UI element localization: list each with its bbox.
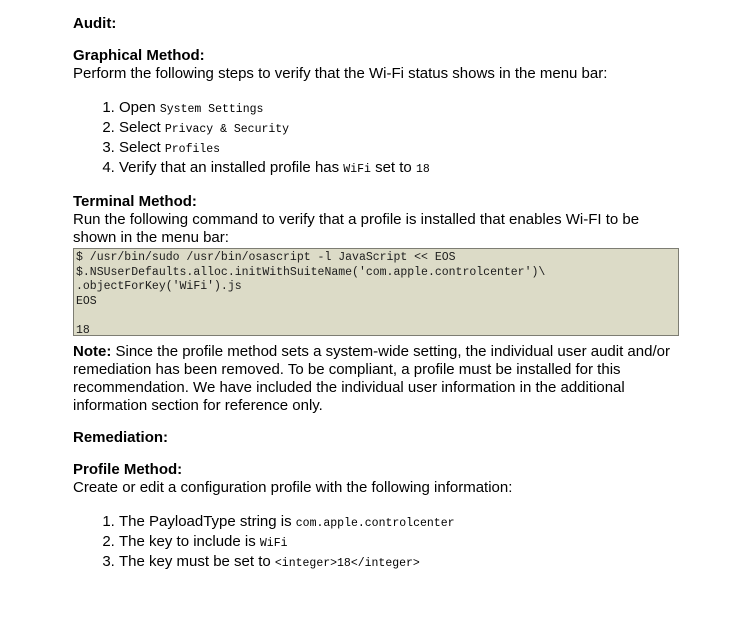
terminal-intro-line-2: shown in the menu bar:: [73, 229, 229, 246]
step-text: The key to include is: [119, 533, 260, 550]
terminal-intro-line-1: Run the following command to verify that a profile is installed that enables Wi-FI to be: [73, 211, 640, 228]
step-code: WiFi: [343, 163, 371, 176]
note-text: Since the profile method sets a system-wide setting, the individual user audit and/or remediation has been removed. To be compliant, a profile must be installed for this recommendation. We have included the individual user information in the additional information section for reference only.: [73, 343, 670, 414]
step-text: Verify that an installed profile has: [119, 159, 344, 176]
graphical-steps-list: [73, 99, 683, 179]
document-page: [73, 13, 683, 573]
step-code: System Settings: [159, 103, 264, 116]
step-text: Select: [119, 139, 165, 156]
step-text: The key must be set to: [119, 553, 275, 570]
profile-step-1: [119, 513, 683, 533]
graphical-step-2: [119, 119, 683, 139]
profile-method-heading: Profile Method:: [73, 461, 183, 478]
terminal-code-block[interactable]: [73, 248, 679, 336]
graphical-method-section: [73, 47, 683, 179]
step-text: Open: [119, 99, 160, 116]
code-line: .objectForKey('WiFi').js: [76, 280, 242, 294]
step-text: set to: [370, 159, 416, 176]
step-code: com.apple.controlcenter: [295, 517, 455, 530]
graphical-step-1: [119, 99, 683, 119]
graphical-step-3: [119, 139, 683, 159]
code-line: [76, 309, 678, 324]
code-output-line: 18: [76, 323, 90, 337]
note-paragraph: [73, 343, 683, 415]
terminal-method-heading: Terminal Method:: [73, 193, 197, 210]
step-code: <integer>18</integer>: [274, 557, 420, 570]
code-line: EOS: [76, 294, 97, 308]
profile-steps-list: [73, 513, 683, 573]
profile-step-2: [119, 533, 683, 553]
graphical-step-4: [119, 159, 683, 179]
profile-method-section: [73, 461, 683, 573]
graphical-method-intro: Perform the following steps to verify that the Wi-Fi status shows in the menu bar:: [73, 65, 608, 82]
step-code: Profiles: [164, 143, 221, 156]
step-text: Select: [119, 119, 165, 136]
code-line: $ /usr/bin/sudo /usr/bin/osascript -l JavaScript << EOS: [76, 251, 456, 264]
code-line: $.NSUserDefaults.alloc.initWithSuiteName('com.apple.controlcenter')\: [76, 265, 546, 279]
audit-heading: Audit:: [73, 15, 117, 32]
step-code: 18: [415, 163, 430, 176]
note-label: Note:: [73, 343, 112, 360]
remediation-heading: Remediation:: [73, 429, 169, 446]
graphical-method-heading: Graphical Method:: [73, 47, 205, 64]
step-code: WiFi: [259, 537, 288, 550]
profile-method-intro: Create or edit a configuration profile with the following information:: [73, 479, 513, 496]
step-text: The PayloadType string is: [119, 513, 296, 530]
profile-step-3: [119, 553, 683, 573]
step-code: Privacy & Security: [164, 123, 290, 136]
terminal-method-section: [73, 193, 683, 336]
